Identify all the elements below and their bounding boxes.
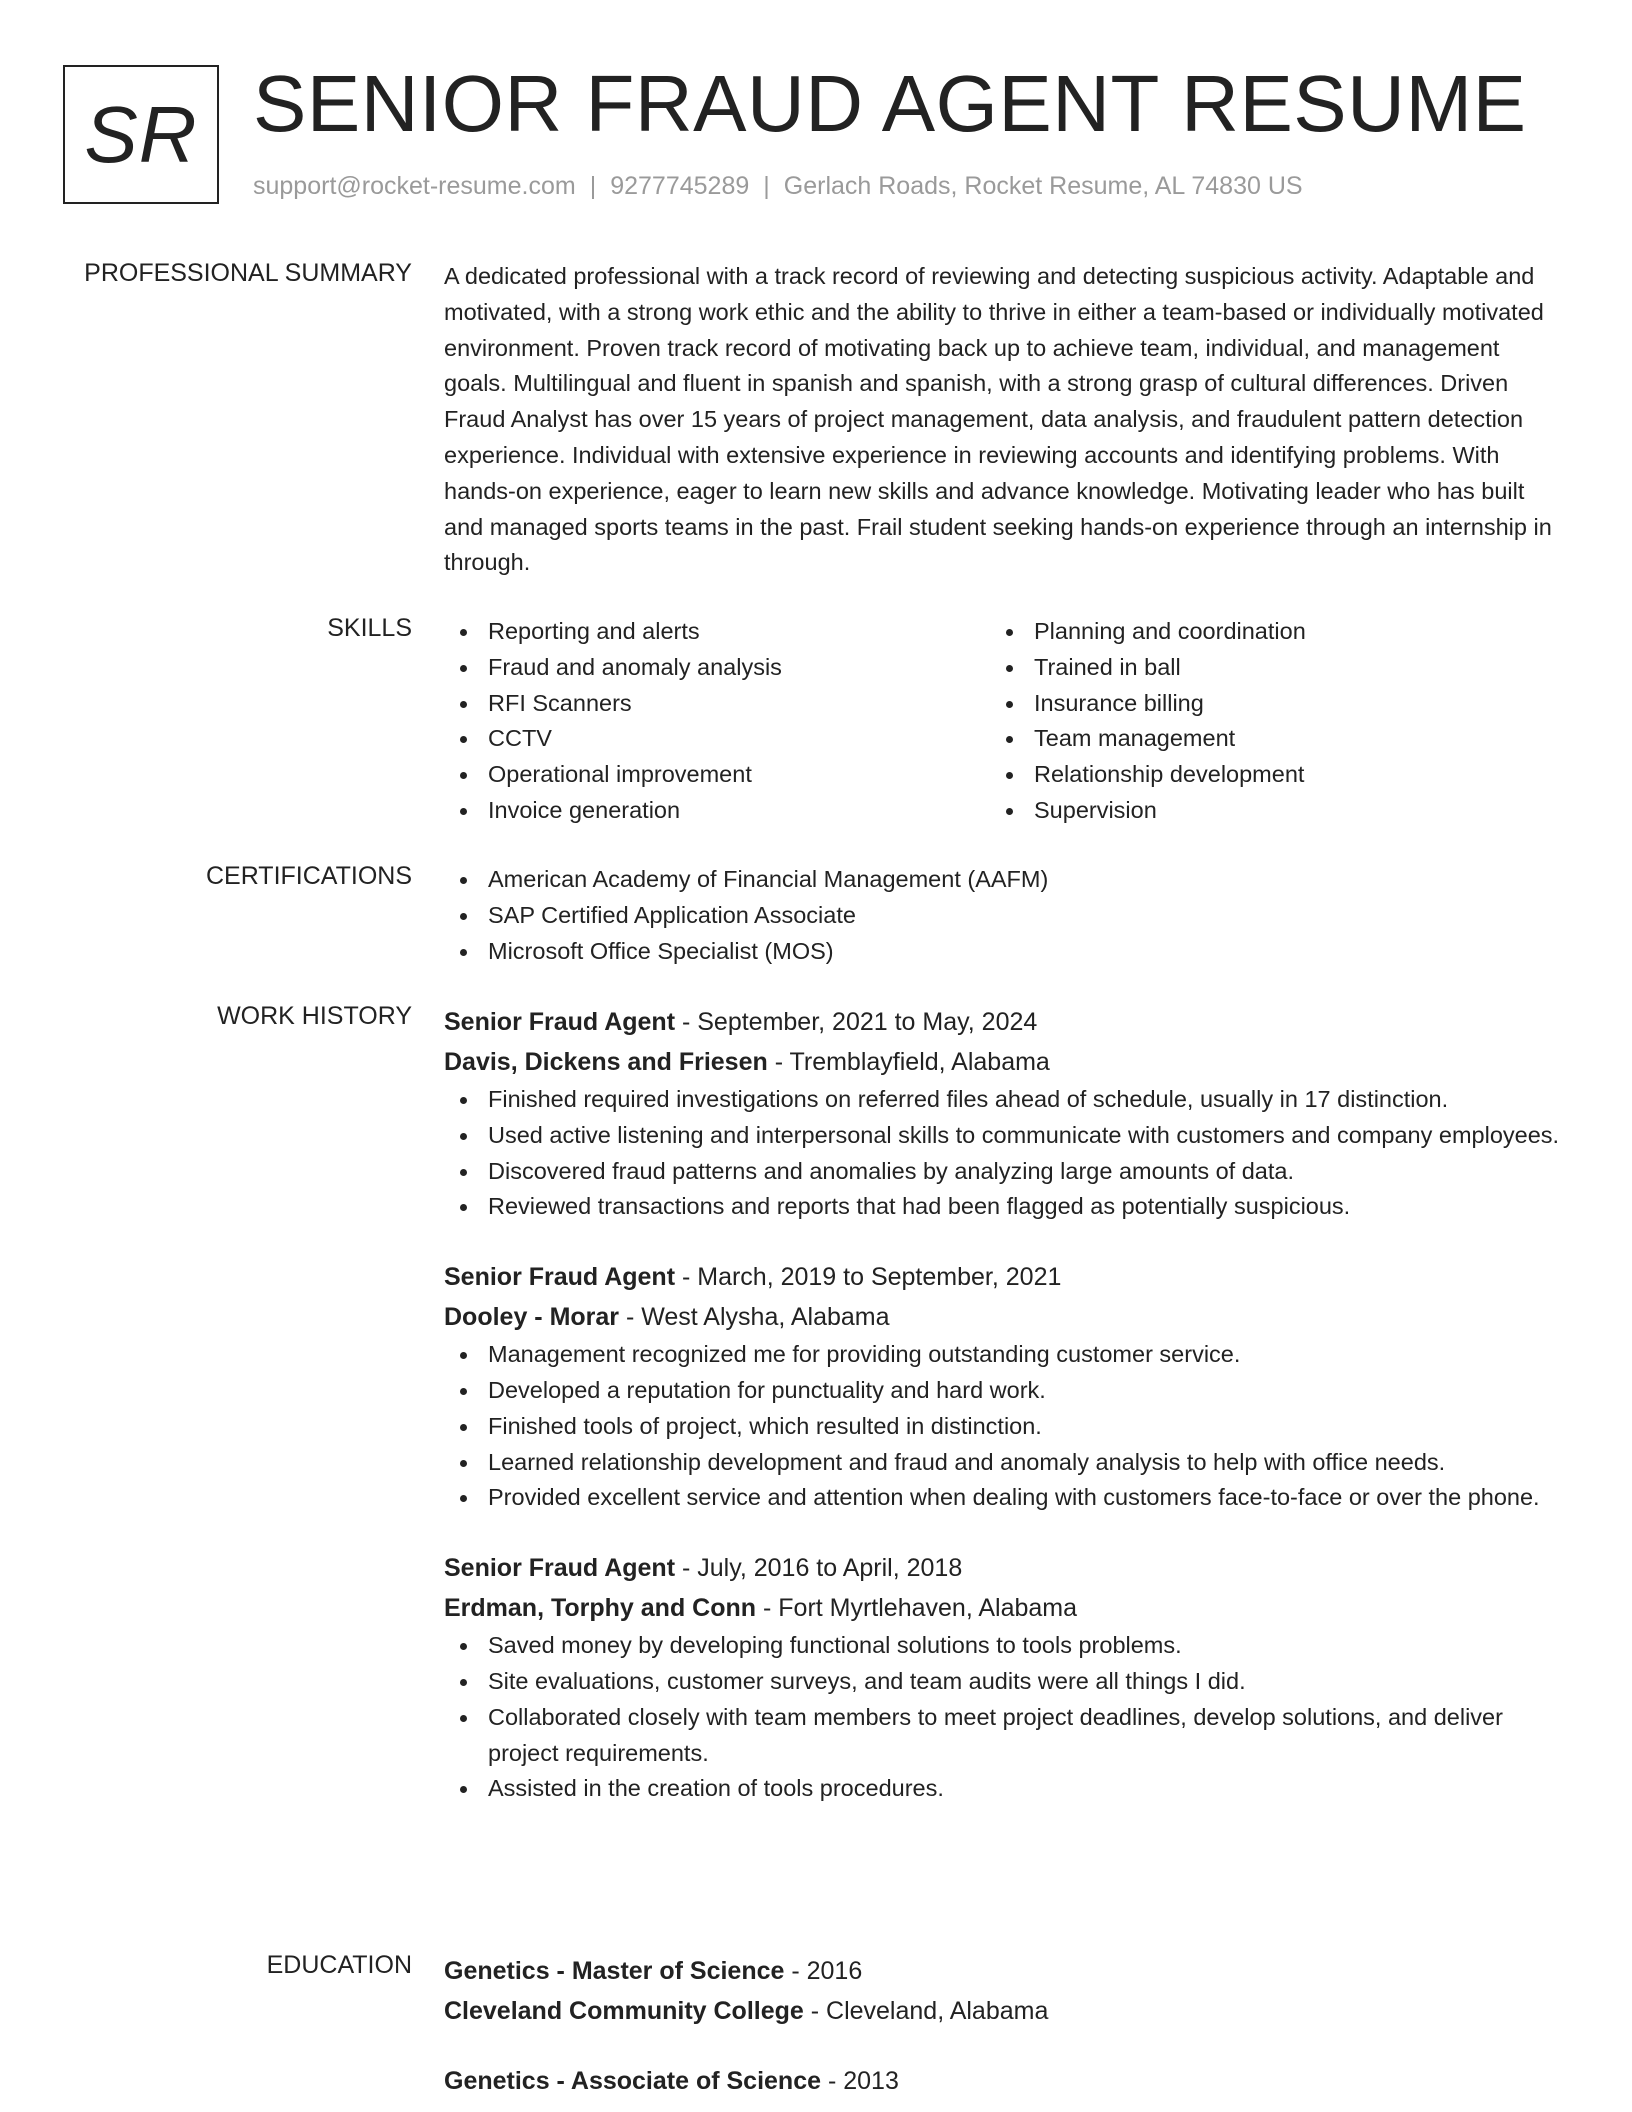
job-company: Davis, Dickens and Friesen	[444, 1048, 768, 1076]
skill-item: Fraud and anomaly analysis	[444, 650, 990, 686]
contact-phone[interactable]: 9277745289	[610, 172, 750, 200]
certification-item: Microsoft Office Specialist (MOS)	[444, 934, 1560, 970]
education-degree: Genetics - Associate of Science	[444, 2067, 822, 2095]
job-company: Erdman, Torphy and Conn	[444, 1594, 757, 1623]
work-history-body	[444, 1002, 1560, 1807]
job-title: Senior Fraud Agent	[444, 1008, 676, 1036]
job-bullet: Assisted in the creation of tools procedures.	[444, 1771, 1560, 1807]
job-bullet: Site evaluations, customer surveys, and team audits were all things I did.	[444, 1664, 1560, 1700]
skill-item: Planning and coordination	[990, 614, 1536, 650]
job-company: Dooley - Morar	[444, 1303, 620, 1332]
skill-item: Relationship development	[990, 757, 1536, 793]
contact-email[interactable]: support@rocket-resume.com	[253, 172, 576, 200]
education-degree: Genetics - Master of Science	[444, 1957, 785, 1985]
job-entry	[444, 1548, 1560, 1807]
education-entry	[444, 1951, 1560, 2031]
job-bullet: Discovered fraud patterns and anomalies by analyzing large amounts of data.	[444, 1154, 1560, 1190]
contact-separator: |	[763, 172, 770, 200]
job-dates: - March, 2019 to September, 2021	[675, 1263, 1062, 1292]
education-degree-line	[444, 1951, 1560, 1991]
page-title: SENIOR FRAUD AGENT RESUME	[253, 59, 1527, 148]
skill-item: RFI Scanners	[444, 686, 990, 722]
skills-column-right	[990, 614, 1536, 829]
job-bullet: Management recognized me for providing outstanding customer service.	[444, 1337, 1560, 1373]
job-bullet: Used active listening and interpersonal skills to communicate with customers and company employees.	[444, 1118, 1560, 1154]
skill-item: CCTV	[444, 721, 990, 757]
job-bullets	[444, 1628, 1560, 1807]
contact-line	[253, 172, 1303, 201]
job-dates: - September, 2021 to May, 2024	[675, 1008, 1038, 1036]
section-label-work-history: WORK HISTORY	[217, 1002, 412, 1030]
job-bullet: Saved money by developing functional solutions to tools problems.	[444, 1628, 1560, 1664]
skill-item: Invoice generation	[444, 793, 990, 829]
job-location: - Tremblayfield, Alabama	[767, 1048, 1050, 1076]
education-school: Cleveland Community College	[444, 1997, 804, 2025]
job-entry	[444, 1002, 1560, 1225]
certification-item: SAP Certified Application Associate	[444, 898, 1560, 934]
job-bullet: Finished required investigations on referred files ahead of schedule, usually in 17 distinction.	[444, 1082, 1560, 1118]
skill-item: Operational improvement	[444, 757, 990, 793]
job-bullet: Collaborated closely with team members to meet project deadlines, develop solutions, and deliver project requirements.	[444, 1700, 1560, 1772]
section-label-education: EDUCATION	[266, 1951, 412, 1979]
summary-text: A dedicated professional with a track record of reviewing and detecting suspicious activity. Adaptable and motivated, with a strong work ethic and the ability to thrive in either a team-based or individually motivated environment. Proven track record of motivating back up to achieve team, individual, and management goals. Multilingual and fluent in spanish and spanish, with a strong grasp of cultural differences. Driven Fraud Analyst has over 15 years of project management, data analysis, and fraudulent pattern detection experience. Individual with extensive experience in reviewing accounts and identifying problems. With hands-on experience, eager to learn new skills and advance knowledge. Motivating leader who has built and managed sports teams in the past. Frail student seeking hands-on experience through an internship in through.	[444, 263, 1552, 576]
education-degree-line	[444, 2061, 1560, 2101]
certification-item: American Academy of Financial Management (AAFM)	[444, 862, 1560, 898]
skill-item: Team management	[990, 721, 1536, 757]
skill-item: Reporting and alerts	[444, 614, 990, 650]
education-school-line	[444, 1991, 1560, 2031]
job-location: - Fort Myrtlehaven, Alabama	[756, 1594, 1078, 1623]
job-company-line	[444, 1042, 1560, 1082]
education-year: - 2013	[821, 2067, 899, 2095]
job-company-line	[444, 1297, 1560, 1337]
job-title-line	[444, 1257, 1560, 1297]
job-bullet: Learned relationship development and fraud and anomaly analysis to help with office needs.	[444, 1445, 1560, 1481]
section-label-skills: SKILLS	[327, 614, 412, 642]
monogram-logo: SR	[63, 65, 219, 204]
job-title-line	[444, 1548, 1560, 1588]
job-title: Senior Fraud Agent	[444, 1554, 676, 1583]
skill-item: Trained in ball	[990, 650, 1536, 686]
education-entry	[444, 2061, 1560, 2101]
job-entry	[444, 1257, 1560, 1516]
certifications-list	[444, 862, 1560, 969]
job-company-line	[444, 1588, 1560, 1628]
education-body	[444, 1951, 1560, 2101]
education-year: - 2016	[784, 1957, 863, 1985]
skills-grid	[444, 614, 1560, 829]
job-title-line	[444, 1002, 1560, 1042]
job-bullet: Finished tools of project, which resulted in distinction.	[444, 1409, 1560, 1445]
job-bullet: Provided excellent service and attention when dealing with customers face-to-face or over the phone.	[444, 1480, 1560, 1516]
contact-address: Gerlach Roads, Rocket Resume, AL 74830 US	[783, 172, 1303, 200]
skill-item: Insurance billing	[990, 686, 1536, 722]
section-label-certifications: CERTIFICATIONS	[205, 862, 412, 890]
section-label-summary: PROFESSIONAL SUMMARY	[84, 259, 412, 287]
contact-separator: |	[589, 172, 597, 200]
job-bullets	[444, 1337, 1560, 1516]
job-title: Senior Fraud Agent	[444, 1263, 676, 1292]
job-bullet: Reviewed transactions and reports that had been flagged as potentially suspicious.	[444, 1189, 1560, 1225]
job-dates: - July, 2016 to April, 2018	[675, 1554, 963, 1583]
job-bullet: Developed a reputation for punctuality and hard work.	[444, 1373, 1560, 1409]
education-location: - Cleveland, Alabama	[803, 1997, 1049, 2025]
job-bullets	[444, 1082, 1560, 1225]
skills-column-left	[444, 614, 990, 829]
job-location: - West Alysha, Alabama	[619, 1303, 890, 1332]
skill-item: Supervision	[990, 793, 1536, 829]
